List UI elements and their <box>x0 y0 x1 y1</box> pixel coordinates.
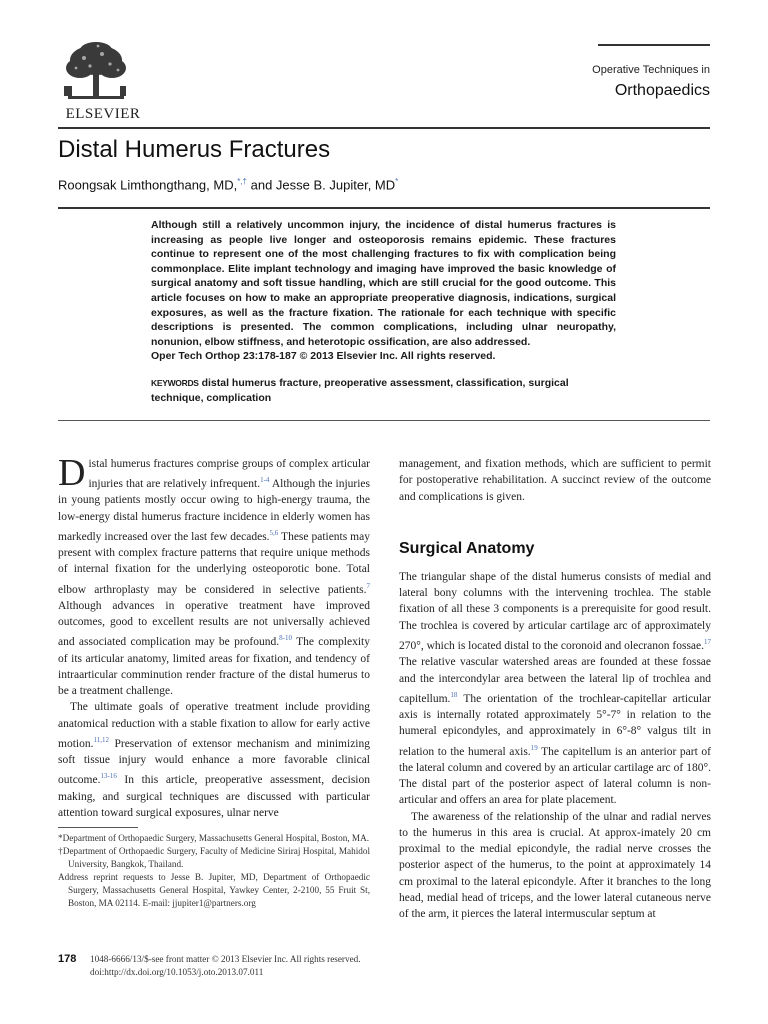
reference-link[interactable]: 1-4 <box>260 476 270 485</box>
journal-name-line1: Operative Techniques in <box>592 64 710 76</box>
reference-link[interactable]: 13-16 <box>100 772 117 781</box>
reference-link[interactable]: 5,6 <box>269 529 279 538</box>
text-run: In this article, preoperative assessment, decision making, and surgical techniques are discussed with particular attention toward surgical exposures, ulnar nerve <box>58 774 370 819</box>
intro-paragraph-1 <box>58 452 370 699</box>
text-run: The capitellum is an anterior part of the lateral column and covered by an articular cartilage arc of 180°. The distal part of the posterior aspect of lateral column is non-articular and offers an area for plate placement. <box>399 745 711 807</box>
intro-paragraph-2 <box>58 699 370 821</box>
author-line <box>58 177 398 192</box>
drop-cap: D <box>58 452 86 494</box>
reference-link[interactable]: 17 <box>704 638 711 647</box>
footnote-affiliation-2: †Department of Orthopaedic Surgery, Faculty of Medicine Siriraj Hospital, Mahidol University, Bangkok, Thailand. <box>58 846 370 869</box>
reference-link[interactable]: 19 <box>530 743 538 752</box>
publisher-name: ELSEVIER <box>65 106 141 122</box>
abstract-citation: Oper Tech Orthop 23:178-187 © 2013 Elsevier Inc. All rights reserved. <box>151 350 496 363</box>
text-run: Although the injuries in young patients mostly occur owing to high-energy trauma, the low-energy distal humerus fracture incidence in elderly women has markedly increased over the last few decades. <box>58 478 370 543</box>
footer-copyright: 1048-6666/13/$-see front matter © 2013 Elsevier Inc. All rights reserved. <box>90 954 361 964</box>
anatomy-paragraph-2: The awareness of the relationship of the ulnar and radial nerves to the humerus in this area is crucial. At approx-imately 20 cm proximal to the medial epicondyle, the radial nerve crosses the posterior aspect of the humerus, to the point at approximately 14 cm proximal to the lateral epicondyle. After it branches to the long head, medial head of triceps, and the lower lateral cutaneous nerve of the arm, it pierces the lateral intermuscular septum at <box>399 810 711 921</box>
text-run: Preservation of extensor mechanism and minimizing soft tissue injury would enhance a more favorable clinical outcome. <box>58 737 370 787</box>
text-run: The ultimate goals of operative treatment include providing anatomical reduction with a stable fixation to allow for early active motion. <box>58 701 370 750</box>
keywords-label: KEYWORDS <box>151 378 199 388</box>
keywords-list: distal humerus fracture, preoperative assessment, classification, surgical technique, complication <box>151 377 569 404</box>
footnote-divider <box>58 827 138 828</box>
header-divider <box>58 127 710 129</box>
footnote-affiliation-1: *Department of Orthopaedic Surgery, Massachusetts General Hospital, Boston, MA. <box>58 833 370 843</box>
intro-paragraph-continued: management, and fixation methods, which are sufficient to permit for postoperative rehabilitation. A succinct review of the outcome and complications is given. <box>399 458 711 503</box>
body-column-right <box>399 456 711 923</box>
reference-link[interactable]: 11,12 <box>93 736 109 745</box>
reference-link[interactable]: 8-10 <box>279 634 292 643</box>
footer-publication-info <box>90 953 361 979</box>
text-run: The triangular shape of the distal humerus consists of medial and lateral bony columns with the intervening trochlea. The stable fixation of all these 3 components is a prerequisite for good result. The trochlea is covered by articular cartilage arc of approximately 270°, which is located distal to the coronoid and olecranon fossae. <box>399 570 711 652</box>
keywords <box>151 376 616 405</box>
footnote-reprint-address: Address reprint requests to Jesse B. Jupiter, MD, Department of Orthopaedic Surgery, Massachusetts General Hospital, Yawkey Center, 2-2100, 55 Fruit St, Boston, MA 02114. E-mail: jjupiter1@partners.org <box>58 872 370 908</box>
author-2: and Jesse B. Jupiter, MD <box>247 177 396 193</box>
page-number: 178 <box>58 953 77 965</box>
author-2-affiliation-mark[interactable]: * <box>395 177 399 186</box>
text-run: Although advances in operative treatment have improved outcomes, good to excellent results are not universally achieved and associated complication may be profound. <box>58 599 370 649</box>
text-run: The relative vascular watershed areas are founded at these fossae and the intercondylar area between the lateral lip of trochlea and capitellum. <box>399 656 711 705</box>
abstract-divider <box>58 420 710 421</box>
reference-link[interactable]: 18 <box>450 690 458 699</box>
journal-rule <box>598 44 710 46</box>
text-run: These patients may present with complex fracture patterns that require unique methods of internal fixation for the underlying osteoporotic bone. Total elbow arthroplasty may be considered in selective patients. <box>58 530 370 596</box>
body-column-left <box>58 452 370 821</box>
reference-link[interactable]: 7 <box>366 581 370 590</box>
section-heading: Surgical Anatomy <box>399 539 535 557</box>
article-title: Distal Humerus Fractures <box>58 136 331 163</box>
anatomy-paragraph-1 <box>399 569 711 809</box>
text-run: The complexity of its articular anatomy, limited areas for fixation, and tendency of intraarticular comminution render fracture of the distal humerus to be a treatment challenge. <box>58 636 370 698</box>
footnotes <box>58 832 370 910</box>
abstract <box>151 218 616 364</box>
text-run: istal humerus fractures comprise groups of complex articular injuries that are relatively infrequent. <box>88 458 370 491</box>
text-run: The orientation of the trochlear-capitellar articular axis is internally rotated approximately 5°-7° in relation to the humeral epicondyles, and approximately in 6°-8° valgus tilt in relation to the humeral axis. <box>399 692 711 758</box>
journal-name-line2: Orthopaedics <box>614 82 710 99</box>
abstract-text: Although still a relatively uncommon injury, the incidence of distal humerus fractures is increasing as people live longer and osteoporosis remains epidemic. These fractures continue to represent one of the most challenging fractures to fix with complication being commonplace. Elite implant technology and imaging have improved the basic knowledge of surgical anatomy and soft tissue handling, which are still crucial for the good outcome. This article focuses on how to make an appropriate preoperative diagnosis, indications, surgical exposures, as well as the fracture fixation. The rationale for each technique with specific descriptions is presented. The common complications, including ulnar neuropathy, nonunion, elbow stiffness, and heterotopic ossification, are also addressed. <box>151 219 616 348</box>
author-1-affiliation-marks[interactable]: *,† <box>237 177 248 186</box>
author-divider <box>58 207 710 209</box>
author-1: Roongsak Limthongthang, MD, <box>58 177 238 193</box>
elsevier-tree-logo <box>58 40 134 106</box>
footer-doi-link[interactable]: doi:http://dx.doi.org/10.1053/j.oto.2013.07.011 <box>90 967 264 977</box>
